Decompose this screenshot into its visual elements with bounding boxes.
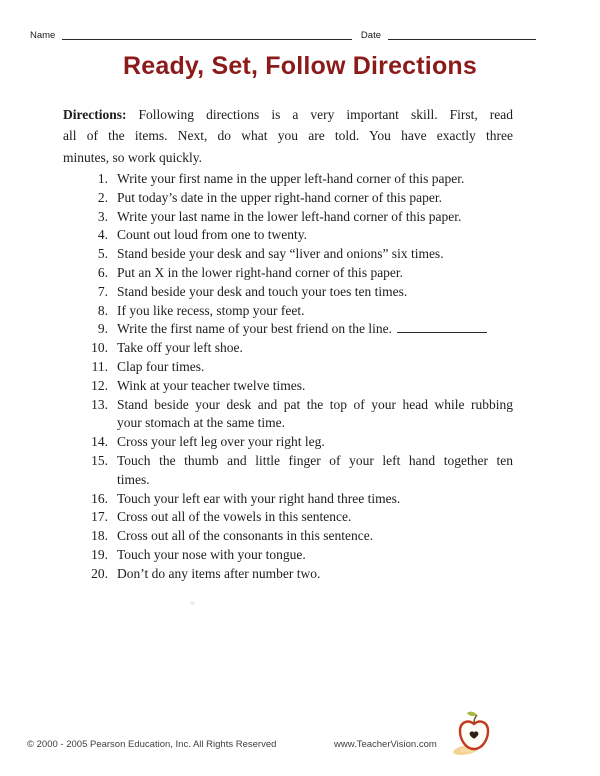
list-item — [63, 358, 513, 377]
directions-paragraph — [63, 104, 513, 168]
item-number: 7. — [97, 283, 108, 299]
item-number: 15. — [91, 452, 108, 468]
list-item — [63, 189, 513, 208]
item-text-line: Don’t do any items after number two. — [117, 565, 321, 581]
item-text — [117, 565, 513, 584]
item-text-line: Put an X in the lower right-hand corner of this paper. — [117, 264, 404, 280]
item-text-line: Write the first name of your best friend on the line. — [117, 320, 513, 339]
item-number: 16. — [91, 490, 108, 506]
directions-text-1: Following directions is a very important skill. First, read — [138, 107, 513, 122]
item-text-line: Cross out all of the vowels in this sentence. — [117, 509, 352, 525]
item-text — [117, 452, 513, 490]
item-number: 11. — [91, 358, 108, 374]
item-text-line: Write your last name in the lower left-hand corner of this paper. — [117, 208, 462, 224]
item-number: 10. — [91, 340, 108, 356]
item-text — [117, 245, 513, 264]
item-text-line: Wink at your teacher twelve times. — [117, 377, 306, 393]
item-number: 5. — [97, 246, 108, 262]
directions-line-1 — [63, 104, 513, 125]
item-text — [117, 170, 513, 189]
item-text-line: Touch your left ear with your right hand three times. — [117, 490, 401, 506]
item-text-line: Write your first name in the upper left-hand corner of this paper. — [117, 171, 465, 186]
list-item — [63, 396, 513, 434]
item-text — [117, 226, 513, 245]
date-blank-line — [388, 29, 536, 40]
item-number: 14. — [91, 434, 108, 450]
item-text-line: Touch the thumb and little finger of your left hand together ten — [117, 452, 513, 468]
list-item — [63, 320, 513, 339]
item-text — [117, 339, 513, 358]
list-item — [63, 546, 513, 565]
list-item — [63, 377, 513, 396]
directions-label: Directions: — [63, 107, 127, 122]
item-text-line: Put today’s date in the upper right-hand corner of this paper. — [117, 189, 443, 205]
item-text — [117, 302, 513, 321]
list-item — [63, 339, 513, 358]
website-url: www.TeacherVision.com — [334, 739, 437, 750]
item-text-line: Stand beside your desk and say “liver and onions” six times. — [117, 246, 444, 262]
name-label: Name — [30, 30, 56, 41]
item-number: 6. — [97, 264, 108, 280]
item-text — [117, 490, 513, 509]
item-text — [117, 320, 513, 339]
item-text — [117, 396, 513, 434]
item-text-line: times. — [117, 471, 150, 487]
item-number: 9. — [97, 321, 108, 337]
list-item — [63, 170, 513, 189]
item-text-line: Stand beside your desk and touch your toes ten times. — [117, 283, 408, 299]
scan-artifact-dot — [190, 601, 195, 605]
list-item — [63, 208, 513, 227]
item-number: 3. — [97, 208, 108, 224]
name-blank-line — [62, 29, 352, 40]
item-text-line: Take off your left shoe. — [117, 340, 243, 356]
item-text — [117, 358, 513, 377]
item-text-line: Count out loud from one to twenty. — [117, 227, 307, 243]
item-text — [117, 208, 513, 227]
answer-blank-line — [397, 321, 487, 333]
item-text — [117, 189, 513, 208]
item-number: 19. — [91, 546, 108, 562]
list-item — [63, 283, 513, 302]
item-number: 4. — [97, 227, 108, 243]
list-item — [63, 527, 513, 546]
item-number: 12. — [91, 377, 108, 393]
item-text-line: If you like recess, stomp your feet. — [117, 302, 305, 318]
list-item — [63, 264, 513, 283]
item-number: 13. — [91, 396, 108, 412]
item-number: 8. — [97, 302, 108, 318]
item-text-line: Cross out all of the consonants in this sentence. — [117, 528, 374, 544]
teachervision-apple-icon — [452, 710, 496, 758]
item-text-line: Clap four times. — [117, 358, 205, 374]
list-item — [63, 226, 513, 245]
page-title: Ready, Set, Follow Directions — [122, 52, 478, 80]
item-number: 17. — [91, 509, 108, 525]
item-text-line: your stomach at the same time. — [117, 415, 285, 431]
copyright-text: © 2000 - 2005 Pearson Education, Inc. All Rights Reserved — [27, 739, 277, 750]
name-date-row — [30, 29, 536, 41]
list-item — [63, 490, 513, 509]
item-text-line: Cross your left leg over your right leg. — [117, 434, 325, 450]
item-number: 2. — [97, 189, 108, 205]
item-text — [117, 433, 513, 452]
date-label: Date — [360, 30, 381, 41]
item-text-line: Touch your nose with your tongue. — [117, 546, 306, 562]
list-item — [63, 565, 513, 584]
list-item — [63, 452, 513, 490]
item-number: 18. — [91, 528, 108, 544]
item-text — [117, 264, 513, 283]
directions-line-3: minutes, so work quickly. — [63, 149, 202, 165]
item-number: 20. — [91, 565, 108, 581]
item-text-line: Stand beside your desk and pat the top of your head while rubbing — [117, 396, 513, 412]
item-text — [117, 283, 513, 302]
item-text — [117, 546, 513, 565]
directions-list — [63, 170, 513, 584]
list-item — [63, 508, 513, 527]
list-item — [63, 245, 513, 264]
item-text — [117, 527, 513, 546]
list-item — [63, 302, 513, 321]
item-text — [117, 508, 513, 527]
list-item — [63, 433, 513, 452]
directions-line-2: all of the items. Next, do what you are told. You have exactly three — [63, 128, 513, 144]
item-text — [117, 377, 513, 396]
item-number: 1. — [97, 171, 108, 186]
